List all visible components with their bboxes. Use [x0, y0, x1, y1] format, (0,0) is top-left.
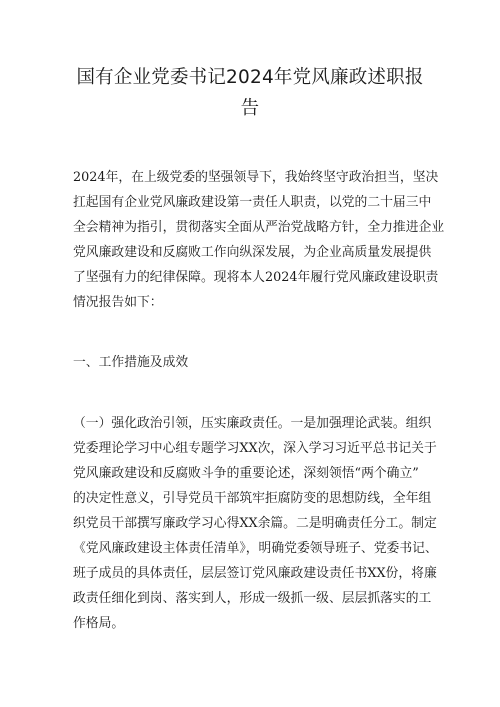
intro-line-2: 扛起国有企业党风廉政建设第一责任人职责，以党的二十届三中 [73, 195, 432, 210]
title-line-1: 国有企业党委书记2024年党风廉政述职报 [76, 67, 424, 88]
body-line-8: 政责任细化到岗、落实到人，形成一级抓一级、层层抓落实的工 [73, 591, 432, 606]
body-line-1: （一）强化政治引领，压实廉政责任。一是加强理论武装。组织 [73, 416, 432, 431]
body-line-3: 党风廉政建设和反腐败斗争的重要论述，深刻领悟“两个确立” [73, 466, 419, 481]
body-line-9: 作格局。 [73, 616, 125, 631]
body-line-5: 织党员干部撰写廉政学习心得XX余篇。二是明确责任分工。制定 [73, 516, 437, 531]
intro-paragraph [73, 165, 445, 315]
body-line-7: 班子成员的具体责任，层层签订党风廉政建设责任书XX份，将廉 [73, 566, 437, 581]
intro-line-3: 全会精神为指引，贯彻落实全面从严治党战略方针，全力推进企业 [73, 220, 445, 235]
intro-line-1: 2024年，在上级党委的坚强领导下，我始终坚守政治担当，坚决 [73, 170, 439, 185]
intro-line-6: 情况报告如下： [73, 295, 163, 310]
body-line-4: 的决定性意义，引导党员干部筑牢拒腐防变的思想防线，全年组 [73, 491, 432, 506]
body-line-2: 党委理论学习中心组专题学习XX次，深入学习习近平总书记关于 [73, 441, 437, 456]
title-line-2: 告 [240, 98, 260, 119]
body-line-6: 《党风廉政建设主体责任清单》，明确党委领导班子、党委书记、 [73, 541, 438, 556]
subsection-paragraph [73, 411, 438, 636]
document-title [60, 62, 440, 124]
section-heading: 一、工作措施及成效 [73, 355, 189, 370]
intro-line-5: 了坚强有力的纪律保障。现将本人2024年履行党风廉政建设职责 [73, 270, 439, 285]
intro-line-4: 党风廉政建设和反腐败工作向纵深发展，为企业高质量发展提供 [73, 245, 432, 260]
